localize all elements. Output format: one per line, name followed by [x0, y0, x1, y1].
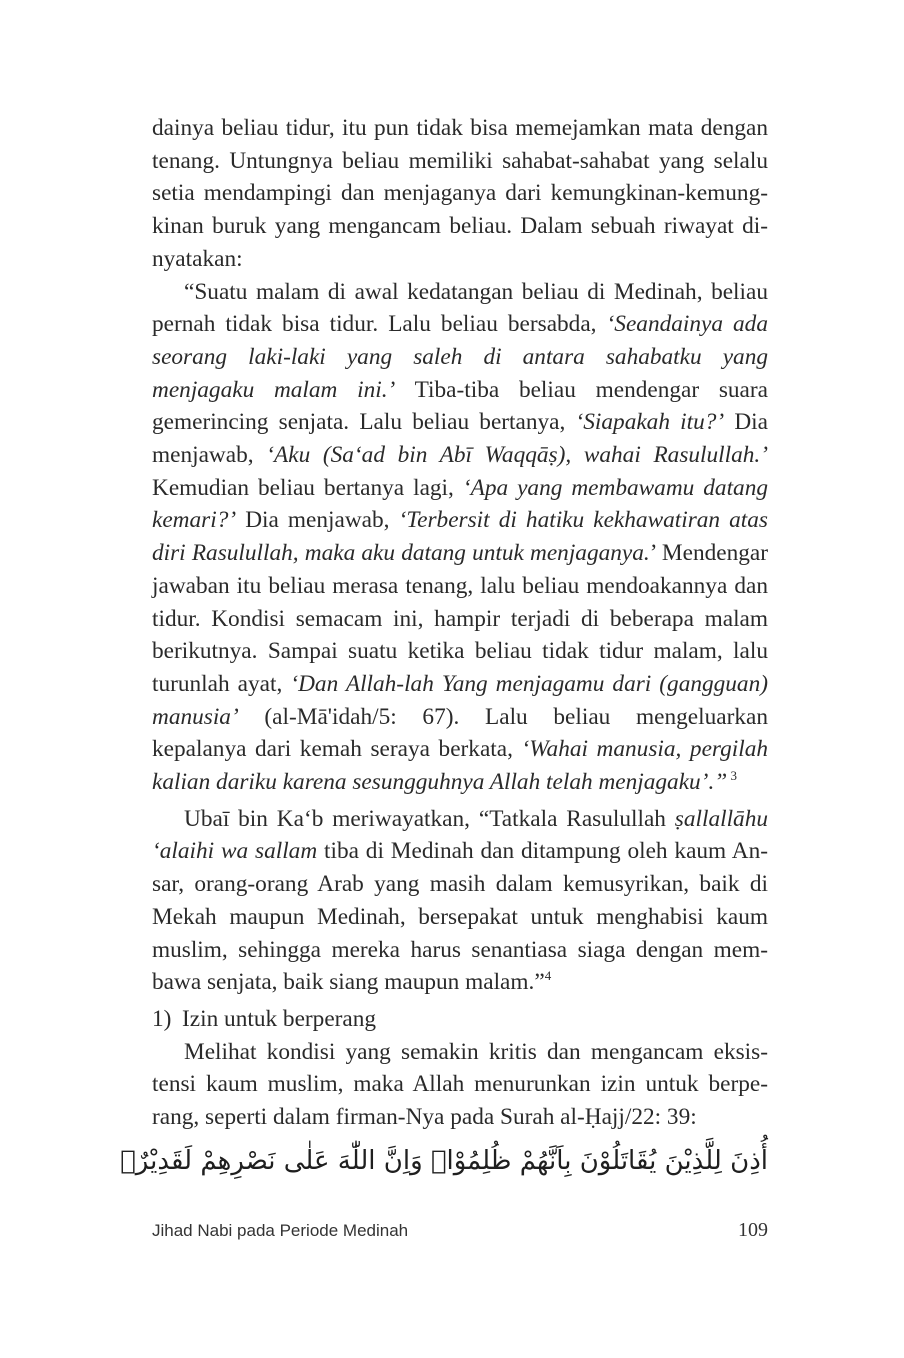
paragraph-4: Melihat kondisi yang semakin kritis dan mengancam eksistensi kaum muslim, maka Allah menurunkan izin untuk berperang, seperti dalam firman-Nya pada Surah al-Ḥajj/22: 39: — [152, 1038, 768, 1131]
arabic-verse: أُذِنَ لِلَّذِيْنَ يُقَاتَلُوْنَ بِاَنَّهُمْ ظُلِمُوْاۗ وَاِنَّ اللّٰهَ عَلٰى نَصْرِهِمْ لَقَدِيْرٌۙ — [120, 1146, 768, 1176]
running-title: Jihad Nabi pada Periode Medinah — [152, 1221, 409, 1240]
footnote-marker: 4 — [544, 968, 552, 984]
p3-run-0: Ubaī bin Ka‘b meriwayatkan, “Tatkala Rasulullah — [184, 805, 675, 832]
p2-run-11: ‘Dan Allah-lah Yang menjagamu dari (gangguan) manusia’ — [152, 670, 768, 730]
paragraph-2-hadith-quote — [152, 276, 768, 799]
list-item-1 — [152, 1003, 768, 1036]
p2-run-8: Dia menjawab, — [236, 507, 399, 534]
paragraph-3-ubai-narration — [152, 803, 768, 999]
p2-run-0: “Suatu malam di awal kedatangan beliau di Medinah, beliau pernah tidak bisa tidur. Lalu beliau bersabda, — [152, 278, 768, 338]
p2-run-4: Dia menjawab, — [152, 409, 768, 469]
p2-run-1: ‘Seandainya ada seorang laki-laki yang saleh di antara sahabatku yang menjagaku malam ini.’ — [152, 311, 768, 403]
p2-run-13: ‘Wahai manusia, pergilah kalian dariku karena sesungguhnya Allah telah menjagaku’.” — [152, 736, 768, 796]
p2-run-6: Kemudian beliau bertanya lagi, — [152, 474, 463, 501]
p2-run-10: ’ Mendengar jawaban itu beliau merasa tenang, lalu beliau mendoakannya dan tidur. Kondisi semacam ini, hampir terjadi di beberapa malam berikutnya. Sampai suatu ketika beliau tidak tidur malam, lalu turunlah ayat, — [152, 540, 768, 697]
list-title: Izin untuk berperang — [182, 1005, 377, 1032]
page-footer — [152, 1221, 768, 1251]
p2-run-12: (al-Mā'idah/5: 67). Lalu beliau mengeluarkan kepalanya dari kemah seraya berkata, — [152, 703, 768, 763]
p2-run-7: ‘Apa yang membawamu datang kemari?’ — [152, 474, 768, 534]
page-body — [152, 112, 768, 1134]
p2-run-9: ‘Terbersit di hatiku kekhawatiran atas diri Rasulullah, maka aku datang untuk menjaganya. — [152, 507, 768, 567]
p2-run-2: Tiba-tiba beliau mendengar suara gemerincing senjata. Lalu beliau bertanya, — [152, 376, 768, 436]
p3-run-2: tiba di Medinah dan ditampung oleh kaum Ansar, orang-orang Arab yang masih dalam kemusyrikan, baik di Mekah maupun Medinah, bersepakat untuk menghabisi kaum muslim, sehingga mereka harus senantiasa siaga dengan membawa senjata, baik siang maupun malam.” — [152, 838, 768, 996]
footnote-marker: 3 — [727, 768, 737, 784]
page-number: 109 — [738, 1219, 768, 1241]
p3-run-1: ṣallallāhu ‘alaihi wa sallam — [152, 805, 768, 865]
paragraph-1: dainya beliau tidur, itu pun tidak bisa memejamkan mata dengan tenang. Untungnya beliau memiliki sahabat-sahabat yang selalu setia mendampingi dan menjaganya dari kemungkinan-kemungkinan buruk yang mengancam beliau. Dalam sebuah riwayat dinyatakan: — [152, 115, 768, 272]
list-number: 1) — [152, 1005, 172, 1032]
p2-run-5: ‘Aku (Sa‘ad bin Abī Waqqāṣ), wahai Rasulullah.’ — [266, 442, 768, 469]
p2-run-3: ‘Siapakah itu?’ — [575, 409, 725, 436]
